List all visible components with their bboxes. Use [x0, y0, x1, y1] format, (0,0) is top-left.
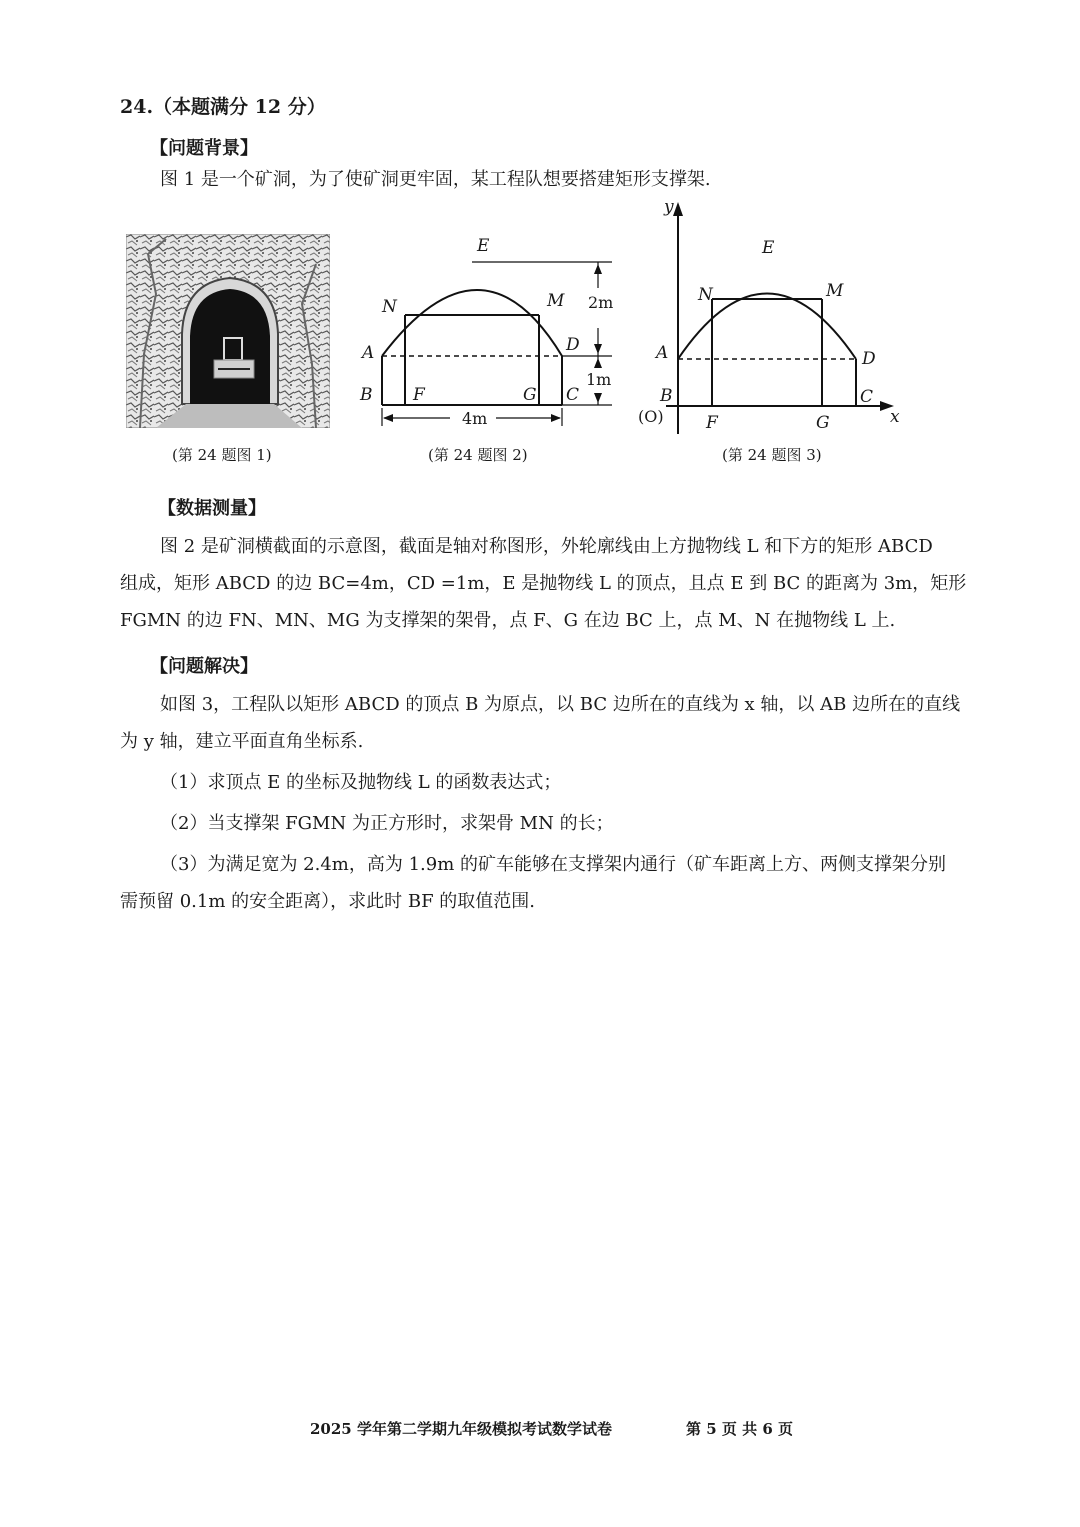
solving-line-1: 如图 3，工程队以矩形 ABCD 的顶点 B 为原点，以 BC 边所在的直线为 x 轴，以 AB 边所在的直线 — [160, 694, 961, 715]
measurement-line-2: 组成，矩形 ABCD 的边 BC=4m，CD =1m，E 是抛物线 L 的顶点，且点 E 到 BC 的距离为 3m，矩形 — [120, 573, 967, 594]
measurement-line-3: FGMN 的边 FN、MN、MG 为支撑架的架骨，点 F、G 在边 BC 上，点 M、N 在抛物线 L 上. — [120, 610, 896, 631]
fig3-label-E: E — [762, 238, 775, 258]
figure-2-caption: (第 24 题图 2) — [428, 446, 528, 464]
section-solving: 【问题解决】 — [150, 656, 258, 677]
fig3-label-D: D — [862, 349, 876, 369]
fig3-label-origin: (O) — [638, 407, 664, 426]
section-measurement: 【数据测量】 — [158, 498, 266, 519]
measurement-line-1: 图 2 是矿洞横截面的示意图，截面是轴对称图形，外轮廓线由上方抛物线 L 和下方的矩形 ABCD — [160, 536, 933, 557]
parabola-L — [382, 290, 562, 356]
fig2-label-C: C — [566, 385, 580, 405]
figure-3-caption: (第 24 题图 3) — [722, 446, 822, 464]
question-number: 24.（本题满分 12 分） — [120, 96, 326, 118]
fig2-label-N: N — [382, 297, 397, 317]
part-3-line-1: （3）为满足宽为 2.4m，高为 1.9m 的矿车能够在支撑架内通行（矿车距离上方、两侧支撑架分别 — [160, 854, 947, 875]
fig3-label-C: C — [860, 387, 874, 407]
fig3-label-M: M — [826, 281, 844, 301]
fig2-dim-bottom: 4m — [462, 409, 488, 428]
figure-1-tunnel-photo — [126, 234, 330, 428]
fig2-label-G: G — [523, 385, 537, 405]
part-3-line-2: 需预留 0.1m 的安全距离），求此时 BF 的取值范围. — [120, 891, 536, 912]
fig2-label-E: E — [477, 236, 490, 256]
fig2-label-A: A — [362, 343, 375, 363]
fig3-label-A: A — [656, 343, 669, 363]
fig2-label-F: F — [413, 385, 425, 405]
fig2-label-D: D — [566, 335, 580, 355]
part-2: （2）当支撑架 FGMN 为正方形时，求架骨 MN 的长； — [160, 813, 614, 834]
fig3-label-F: F — [706, 413, 718, 433]
fig2-label-M: M — [547, 291, 565, 311]
figure-1-caption: (第 24 题图 1) — [172, 446, 272, 464]
footer-exam-title: 2025 学年第二学期九年级模拟考试数学试卷 — [310, 1420, 612, 1438]
figure-3-coordinate-system — [636, 196, 916, 438]
figure-2-cross-section — [350, 228, 630, 438]
fig3-label-G: G — [816, 413, 830, 433]
fig3-label-x: x — [890, 407, 900, 427]
fig3-label-y: y — [664, 197, 674, 217]
fig2-dim-side: 1m — [586, 370, 612, 389]
section-background: 【问题背景】 — [150, 138, 258, 159]
background-text: 图 1 是一个矿洞，为了使矿洞更牢固，某工程队想要搭建矩形支撑架. — [160, 169, 711, 190]
fig2-dim-top: 2m — [588, 293, 614, 312]
fig3-label-N: N — [698, 285, 713, 305]
fig3-label-B: B — [660, 386, 673, 406]
fig2-label-B: B — [360, 385, 373, 405]
footer-page-info: 第 5 页 共 6 页 — [686, 1420, 793, 1438]
solving-line-2: 为 y 轴，建立平面直角坐标系. — [120, 731, 364, 752]
part-1: （1）求顶点 E 的坐标及抛物线 L 的函数表达式； — [160, 772, 562, 793]
